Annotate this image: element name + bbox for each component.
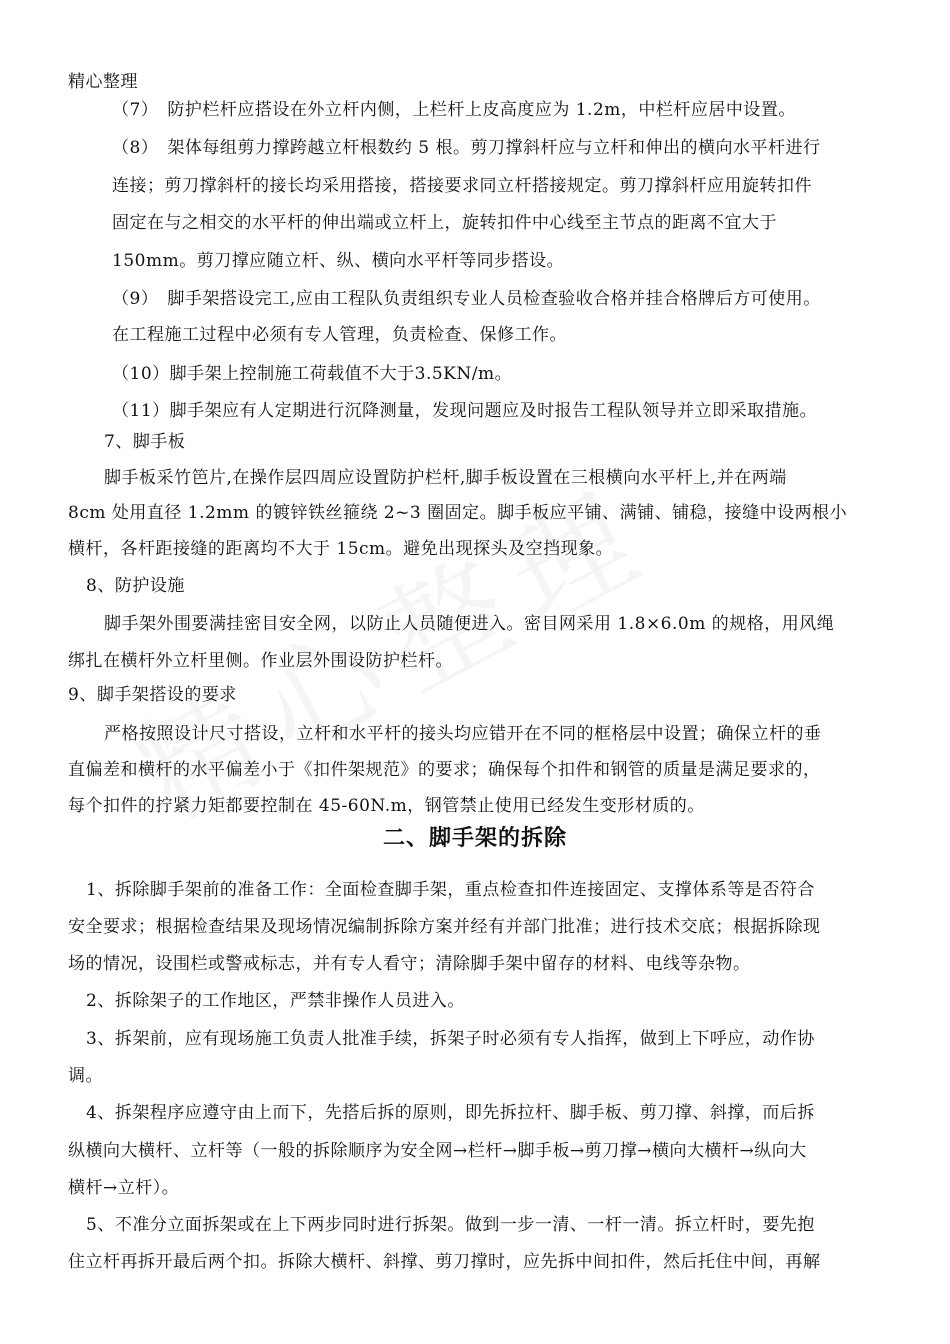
part-2-item-3-line-1: 3、拆架前，应有现场施工负责人批准手续，拆架子时必须有专人指挥，做到上下呼应，动作协 (86, 1029, 815, 1049)
section-8-line-1: 脚手架外围要满挂密目安全网，以防止人员随便进入。密目网采用 1.8×6.0m 的规格，用风绳 (104, 614, 835, 634)
section-7-line-3: 横杆，各杆距接缝的距离均不大于 15cm。避免出现探头及空挡现象。 (68, 539, 614, 559)
item-9-line-2: 在工程施工过程中必须有专人管理，负责检查、保修工作。 (112, 325, 567, 345)
part-2-item-1-line-1: 1、拆除脚手架前的准备工作：全面检查脚手架，重点检查扣件连接固定、支撑体系等是否符合 (86, 880, 815, 900)
part-2-item-5-line-1: 5、不准分立面拆架或在上下两步同时进行拆架。做到一步一清、一杆一清。拆立杆时，要先抱 (86, 1215, 815, 1235)
part-2-item-4-line-2: 纵横向大横杆、立杆等（一般的拆除顺序为安全网→栏杆→脚手板→剪刀撑→横向大横杆→纵向大 (68, 1141, 807, 1161)
section-7-line-1: 脚手板采竹笆片,在操作层四周应设置防护栏杆,脚手板设置在三根横向水平杆上,并在两端 (104, 468, 787, 488)
section-9-heading: 9、脚手架搭设的要求 (68, 685, 237, 705)
section-7-line-2: 8cm 处用直径 1.2mm 的镀锌铁丝箍绕 2~3 圈固定。脚手板应平铺、满铺、铺稳，接缝中设两根小 (68, 503, 848, 523)
item-7-line-1: （7） 防护栏杆应搭设在外立杆内侧，上栏杆上皮高度应为 1.2m，中栏杆应居中设置。 (112, 100, 796, 120)
part-2-item-3-line-2: 调。 (68, 1066, 103, 1086)
section-8-line-2: 绑扎在横杆外立杆里侧。作业层外围设防护栏杆。 (68, 651, 453, 671)
section-9-line-1: 严格按照设计尺寸搭设，立杆和水平杆的接头均应错开在不同的框格层中设置；确保立杆的垂 (104, 724, 822, 744)
item-8-line-4: 150mm。剪刀撑应随立杆、纵、横向水平杆等同步搭设。 (112, 251, 565, 271)
part-2-item-4-line-3: 横杆→立杆）。 (68, 1178, 180, 1198)
part-2-item-4-line-1: 4、拆架程序应遵守由上而下，先搭后拆的原则，即先拆拉杆、脚手板、剪刀撑、斜撑，而后拆 (86, 1103, 815, 1123)
section-9-line-2: 直偏差和横杆的水平偏差小于《扣件架规范》的要求；确保每个扣件和钢管的质量是满足要求的， (68, 760, 821, 780)
item-8-line-2: 连接；剪刀撑斜杆的接长均采用搭接，搭接要求同立杆搭接规定。剪刀撑斜杆应用旋转扣件 (112, 176, 812, 196)
header-label: 精心整理 (68, 72, 138, 92)
item-10-line-1: （10）脚手架上控制施工荷载值不大于3.5KN/m。 (112, 364, 513, 384)
part-2-item-5-line-2: 住立杆再拆开最后两个扣。拆除大横杆、斜撑、剪刀撑时，应先拆中间扣件，然后托住中间，再解 (68, 1252, 821, 1272)
item-8-line-3: 固定在与之相交的水平杆的伸出端或立杆上，旋转扣件中心线至主节点的距离不宜大于 (112, 213, 777, 233)
item-11-line-1: （11）脚手架应有人定期进行沉降测量，发现问题应及时报告工程队领导并立即采取措施。 (112, 401, 818, 421)
section-8-heading: 8、防护设施 (86, 576, 185, 596)
part-2-title: 二、脚手架的拆除 (382, 826, 567, 851)
part-2-item-1-line-2: 安全要求；根据检查结果及现场情况编制拆除方案并经有并部门批准；进行技术交底；根据拆除现 (68, 917, 821, 937)
section-9-line-3: 每个扣件的拧紧力矩都要控制在 45-60N.m，钢管禁止使用已经发生变形材质的。 (68, 796, 705, 816)
section-7-heading: 7、脚手板 (104, 432, 186, 452)
item-8-line-1: （8） 架体每组剪力撑跨越立杆根数约 5 根。剪刀撑斜杆应与立杆和伸出的横向水平杆进行 (112, 138, 821, 158)
item-9-line-1: （9） 脚手架搭设完工,应由工程队负责组织专业人员检查验收合格并挂合格牌后方可使用。 (112, 289, 821, 309)
part-2-item-1-line-3: 场的情况，设围栏或警戒标志，并有专人看守；清除脚手架中留存的材料、电线等杂物。 (68, 954, 751, 974)
part-2-item-2-line-1: 2、拆除架子的工作地区，严禁非操作人员进入。 (86, 991, 465, 1011)
